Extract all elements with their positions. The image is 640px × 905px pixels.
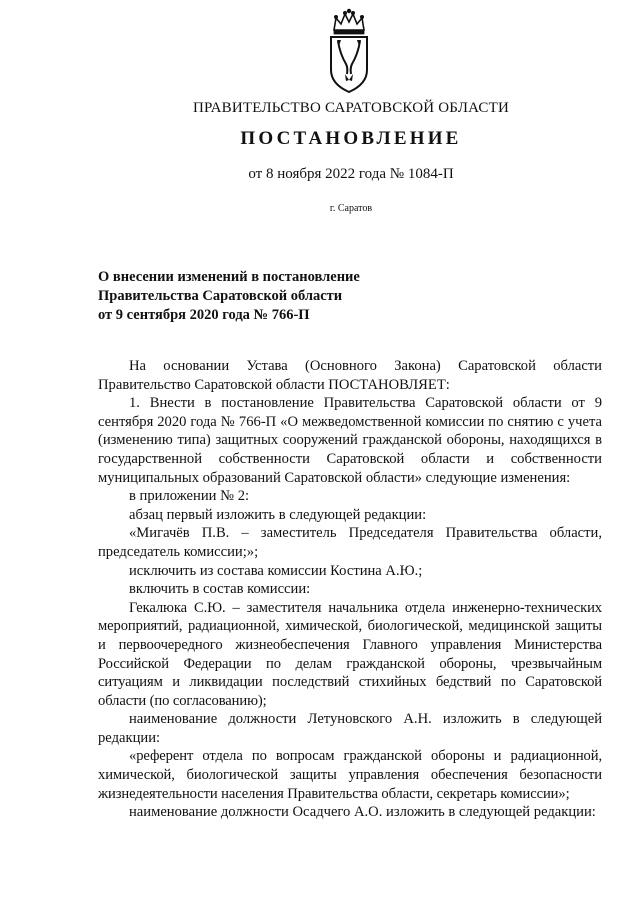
subject-line: О внесении изменений в постановление [98, 269, 360, 285]
body-paragraph: Гекалюка С.Ю. – заместителя начальника отдела инженерно-технических мероприятий, радиационной, химической, биологической, медицинской защиты и первоочередного жизнеобеспечения Главного управления Министерства Российской Федерации по делам гражданской обороны, чрезвычайным ситуациям и ликвидации последствий стихийных бедствий по Саратовской области (по согласованию); [98, 599, 602, 709]
document-type-title: ПОСТАНОВЛЕНИЕ [240, 128, 462, 149]
body-paragraph: «референт отдела по вопросам гражданской обороны и радиационной, химической, биологической защиты управления обеспечения безопасности жизнедеятельности населения Правительства области, секретарь комиссии»; [98, 748, 602, 802]
subject-line: Правительства Саратовской области [98, 288, 343, 304]
body-paragraph: исключить из состава комиссии Костина А.Ю.; [129, 562, 423, 579]
body-paragraph: в приложении № 2: [129, 488, 250, 505]
document-subject [98, 268, 418, 325]
body-paragraph: На основании Устава (Основного Закона) Саратовской области Правительство Саратовской области ПОСТАНОВЛЯЕТ: [98, 358, 602, 393]
document-body [98, 357, 602, 822]
body-paragraph: 1. Внести в постановление Правительства Саратовской области от 9 сентября 2020 года № 766-П «О межведомственной комиссии по снятию с учета (изменению типа) защитных сооружений гражданской обороны, находящихся в государственной собственности Саратовской области и собственности муниципальных образований Саратовской области» следующие изменения: [98, 395, 602, 486]
organization-name: ПРАВИТЕЛЬСТВО САРАТОВСКОЙ ОБЛАСТИ [192, 100, 510, 116]
saratov-coat-of-arms-icon [324, 8, 374, 94]
document-city: г. Саратов [329, 203, 373, 214]
body-paragraph: абзац первый изложить в следующей редакции: [129, 506, 427, 523]
body-paragraph: наименование должности Осадчего А.О. изложить в следующей редакции: [129, 804, 596, 821]
body-paragraph: наименование должности Летуновского А.Н. изложить в следующей редакции: [98, 711, 602, 746]
subject-line: от 9 сентября 2020 года № 766-П [98, 307, 310, 323]
document-date-number: от 8 ноября 2022 года № 1084-П [248, 166, 454, 182]
body-paragraph: включить в состав комиссии: [129, 581, 311, 598]
body-paragraph: «Мигачёв П.В. – заместитель Председателя Правительства области, председатель комиссии;»; [98, 525, 602, 560]
